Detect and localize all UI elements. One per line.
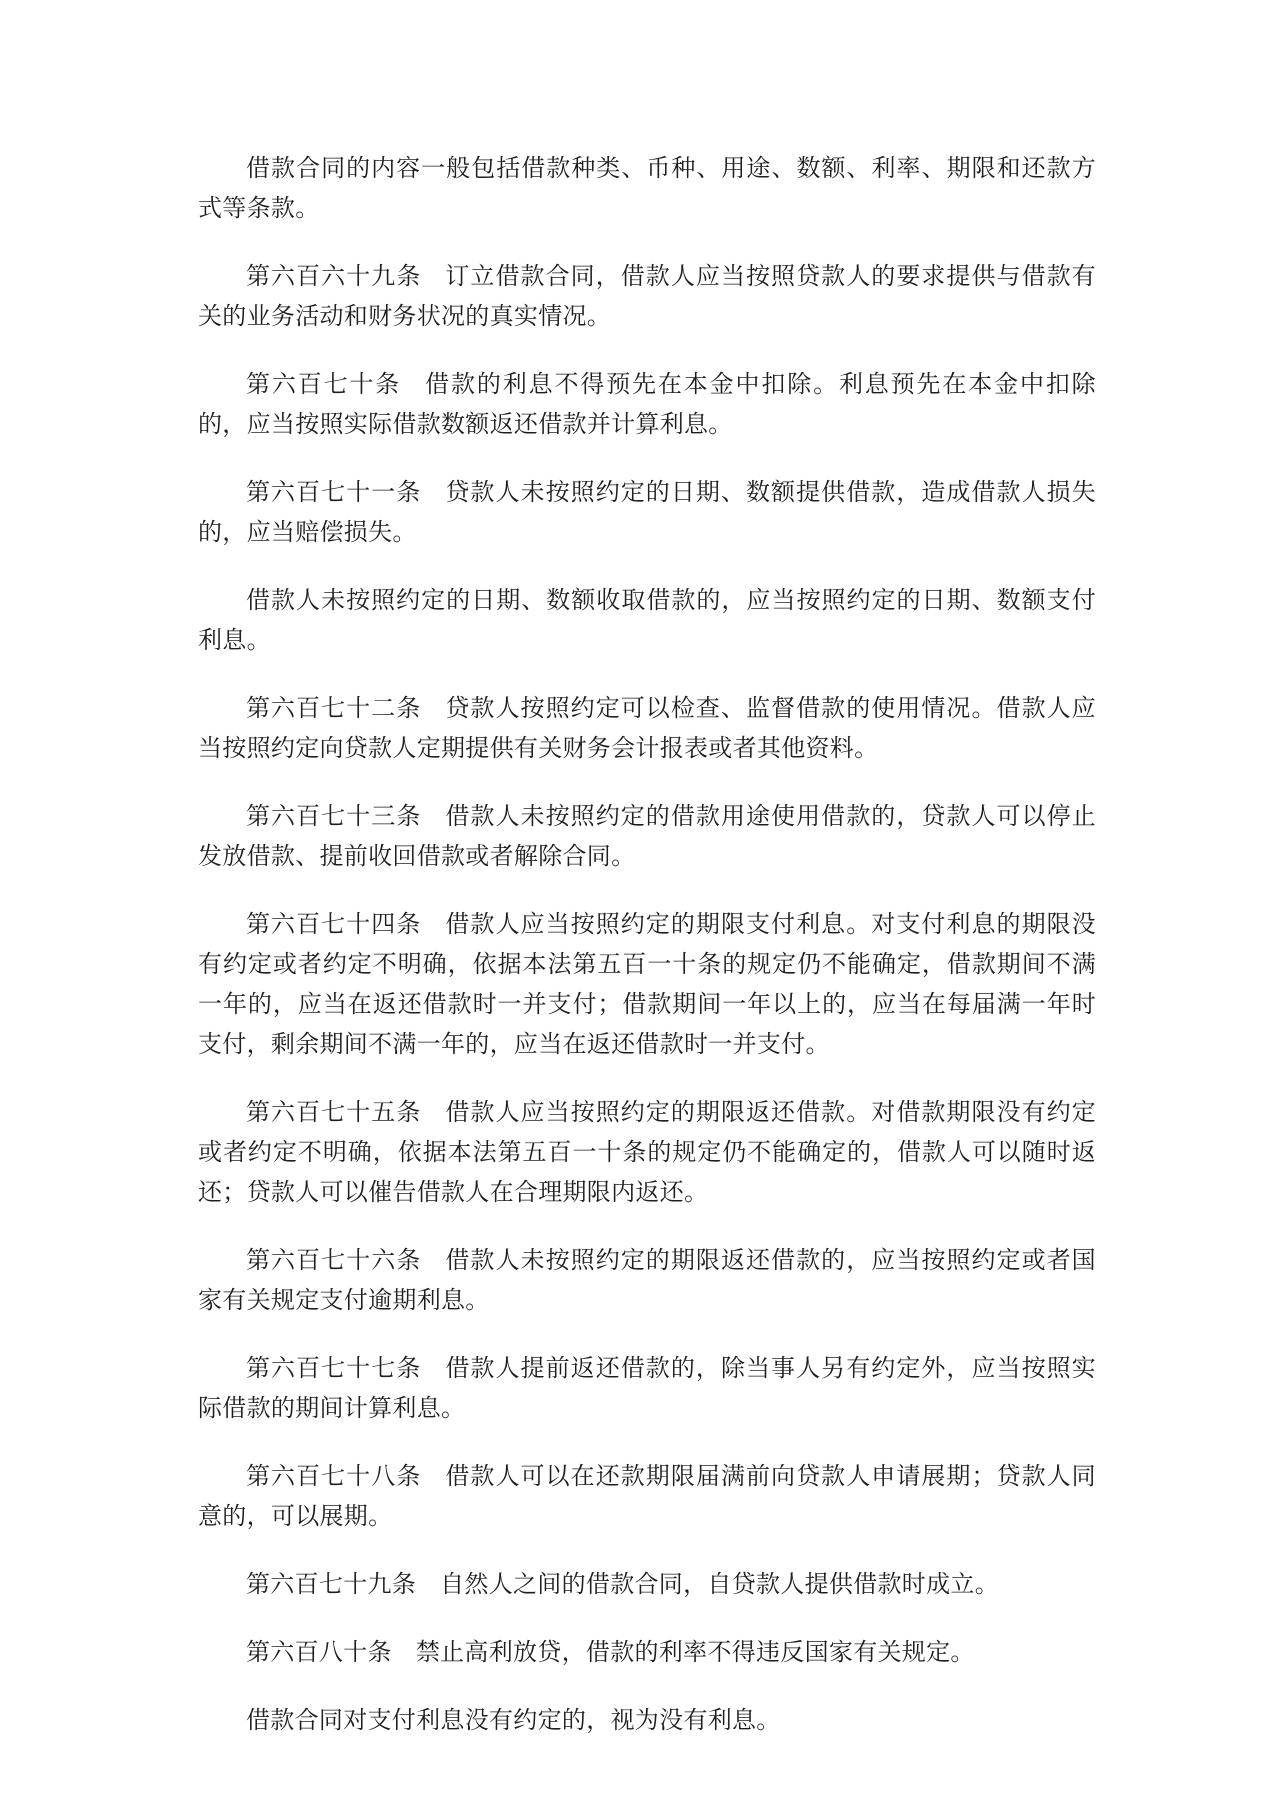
paragraph-4 xyxy=(198,472,1096,552)
paragraph-9 xyxy=(198,1092,1096,1212)
article-number: 第六百七十七条 xyxy=(246,1354,422,1382)
paragraph-text: 借款人未按照约定的日期、数额收取借款的，应当按照约定的日期、数额支付利息。 xyxy=(198,586,1096,654)
paragraph-12 xyxy=(198,1456,1096,1536)
paragraph-11 xyxy=(198,1348,1096,1428)
article-number: 第六百六十九条 xyxy=(246,262,422,290)
paragraph-text: 借款人未按照约定的期限返还借款的，应当按照约定或者国家有关规定支付逾期利息。 xyxy=(198,1246,1096,1314)
article-number: 第六百七十三条 xyxy=(246,802,422,830)
article-number: 第六百八十条 xyxy=(246,1638,392,1666)
paragraph-2 xyxy=(198,256,1096,336)
article-number: 第六百七十八条 xyxy=(246,1462,422,1490)
paragraph-text: 借款合同的内容一般包括借款种类、币种、用途、数额、利率、期限和还款方式等条款。 xyxy=(198,154,1096,222)
paragraph-text: 借款人可以在还款期限届满前向贷款人申请展期；贷款人同意的，可以展期。 xyxy=(198,1462,1096,1530)
paragraph-text: 借款合同对支付利息没有约定的，视为没有利息。 xyxy=(246,1706,781,1734)
paragraph-text: 禁止高利放贷，借款的利率不得违反国家有关规定。 xyxy=(415,1638,975,1666)
article-number: 第六百七十一条 xyxy=(246,478,422,506)
paragraph-8 xyxy=(198,904,1096,1064)
paragraph-15 xyxy=(198,1700,1096,1740)
document-page xyxy=(198,148,1096,1768)
paragraph-text: 贷款人未按照约定的日期、数额提供借款，造成借款人损失的，应当赔偿损失。 xyxy=(198,478,1096,546)
paragraph-text: 借款人提前返还借款的，除当事人另有约定外，应当按照实际借款的期间计算利息。 xyxy=(198,1354,1096,1422)
paragraph-text: 借款人应当按照约定的期限返还借款。对借款期限没有约定或者约定不明确，依据本法第五百一十条的规定仍不能确定的，借款人可以随时返还；贷款人可以催告借款人在合理期限内返还。 xyxy=(198,1098,1096,1206)
paragraph-10 xyxy=(198,1240,1096,1320)
article-number: 第六百七十六条 xyxy=(246,1246,422,1274)
paragraph-text: 借款的利息不得预先在本金中扣除。利息预先在本金中扣除的，应当按照实际借款数额返还借款并计算利息。 xyxy=(198,370,1096,438)
paragraph-text: 自然人之间的借款合同，自贷款人提供借款时成立。 xyxy=(440,1570,1000,1598)
article-number: 第六百七十九条 xyxy=(246,1570,417,1598)
article-number: 第六百七十五条 xyxy=(246,1098,422,1126)
article-number: 第六百七十四条 xyxy=(246,910,422,938)
paragraph-text: 贷款人按照约定可以检查、监督借款的使用情况。借款人应当按照约定向贷款人定期提供有关财务会计报表或者其他资料。 xyxy=(198,694,1096,762)
paragraph-6 xyxy=(198,688,1096,768)
article-number: 第六百七十二条 xyxy=(246,694,422,722)
paragraph-14 xyxy=(198,1632,1096,1672)
paragraph-text: 订立借款合同，借款人应当按照贷款人的要求提供与借款有关的业务活动和财务状况的真实情况。 xyxy=(198,262,1096,330)
paragraph-text: 借款人应当按照约定的期限支付利息。对支付利息的期限没有约定或者约定不明确，依据本法第五百一十条的规定仍不能确定，借款期间不满一年的，应当在返还借款时一并支付；借款期间一年以上的，应当在每届满一年时支付，剩余期间不满一年的，应当在返还借款时一并支付。 xyxy=(198,910,1096,1058)
paragraph-1 xyxy=(198,148,1096,228)
article-number: 第六百七十条 xyxy=(246,370,402,398)
paragraph-3 xyxy=(198,364,1096,444)
paragraph-7 xyxy=(198,796,1096,876)
paragraph-13 xyxy=(198,1564,1096,1604)
paragraph-5 xyxy=(198,580,1096,660)
paragraph-text: 借款人未按照约定的借款用途使用借款的，贷款人可以停止发放借款、提前收回借款或者解除合同。 xyxy=(198,802,1096,870)
